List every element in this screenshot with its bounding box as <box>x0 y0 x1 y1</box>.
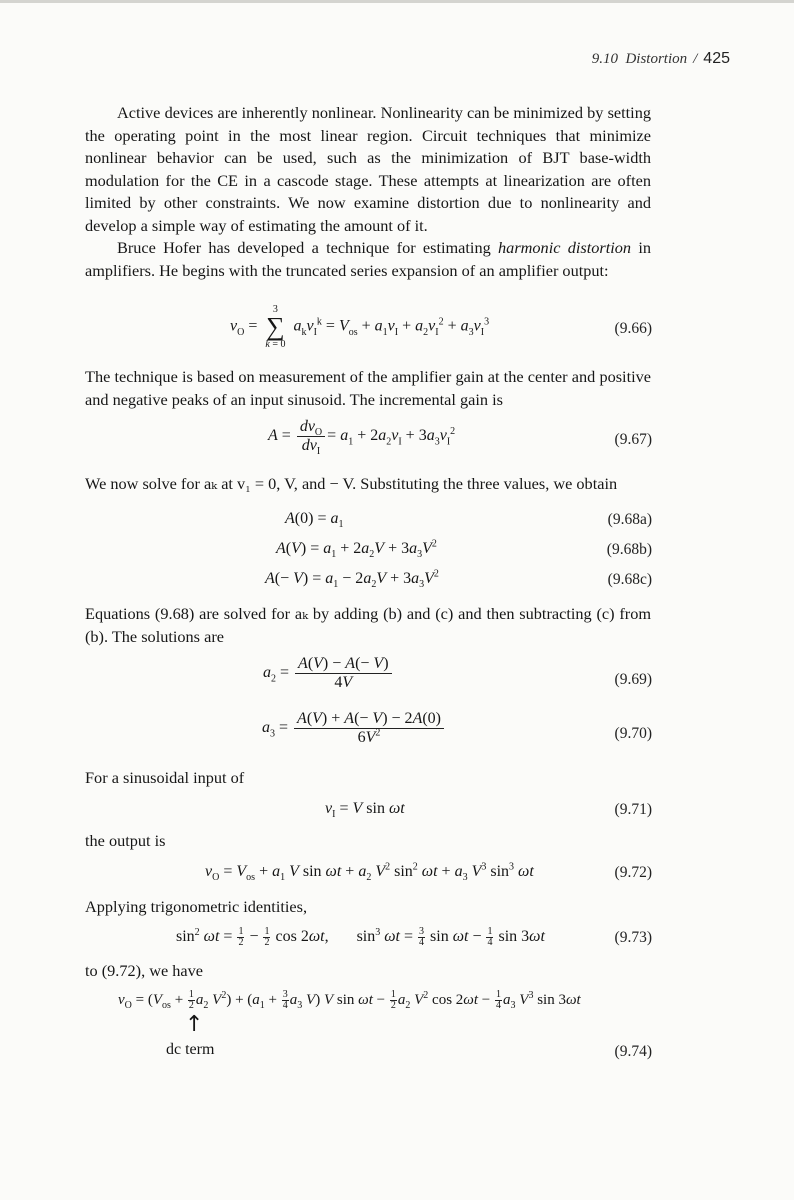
paragraph-output: the output is <box>85 831 166 850</box>
equation-9-70: $a_3$ = $\frac{A(V) + A(- V) - 2A(0)}{6V^2}$ <box>262 710 446 747</box>
paragraph-solutions: Equations (9.68) are solved for aₖ by adding (b) and (c) and then subtracting (c) from (b). The solutions are <box>85 604 651 646</box>
paragraph-trig-identities: Applying trigonometric identities, <box>85 897 308 916</box>
paragraph-intro <box>85 102 651 237</box>
paragraph-hofer <box>85 237 651 282</box>
paragraph-hofer-start: Bruce Hofer has developed a technique for estimating <box>117 238 499 257</box>
equation-9-74: $v_O = (V_{os}$ + $\frac{1}{2}$ $a_2$ $V^2) + (a_1$ + $\frac{3}{4}$ $a_3$ V) V sin ωt − $\frac{1}{2}$ $a_2$ $V^2$ cos 2ωt − $\frac{1}{4}$ $a_3$ $V^3$ sin 3ωt <box>118 989 581 1011</box>
equation-number-9-72: (9.72) <box>614 864 652 881</box>
page-number: 425 <box>703 50 730 67</box>
section-number: 9.10 <box>591 51 618 67</box>
equation-9-71: $v_I = V$ sin ωt <box>325 800 405 821</box>
section-title: Distortion <box>625 51 688 67</box>
running-header <box>520 50 730 68</box>
equation-number-9-73: (9.73) <box>614 929 652 946</box>
paragraph-hofer-emphasis: harmonic distortion <box>498 238 632 257</box>
equation-9-68c: $A(- V) = a_1 - 2a_2V + 3a_3V^2$ <box>265 568 439 591</box>
equation-number-9-70: (9.70) <box>614 725 652 742</box>
equation-9-67: A = $\frac{dv_O}{dv_I}$ = $a_1 + 2a_2v_I + 3a_3v_I^2$ <box>268 418 456 458</box>
page-top-border <box>0 0 794 3</box>
equation-number-9-71: (9.71) <box>614 801 652 818</box>
header-separator: / <box>693 51 698 67</box>
equation-9-73: $\sin^2 \omega t$ = $\frac{1}{2}$ − $\frac{1}{2}$ cos 2ωt, $\sin^3 \omega t$ = $\frac{3}{4}$ sin ωt − $\frac{1}{4}$ sin 3ωt <box>176 926 545 948</box>
equation-9-69: $a_2$ = $\frac{A(V) - A(- V)}{4V}$ <box>263 655 394 692</box>
equation-number-9-66: (9.66) <box>614 320 652 337</box>
dc-term-label: dc term <box>166 1041 215 1058</box>
equation-9-68b: $A(V) = a_1 + 2a_2V + 3a_3V^2$ <box>276 538 437 561</box>
equation-number-9-69: (9.69) <box>614 671 652 688</box>
equation-9-68a: $A(0) = a_1$ <box>285 510 344 531</box>
paragraph-substitution: to (9.72), we have <box>85 961 203 980</box>
equation-number-9-74: (9.74) <box>614 1043 652 1060</box>
equation-number-9-68b: (9.68b) <box>606 541 652 558</box>
up-arrow-icon: ↑ <box>185 1012 204 1037</box>
equation-9-72: $v_O = V_{os} + a_1$ V $\sin \omega t + a_2$ $V^2$ $\sin^2 \omega t + a_3$ $V^3$ $\sin^3 \omega t$ <box>205 861 534 884</box>
equation-9-66: $v_O = 3$ ∑ k = 0 $a_kv_I^k = V_{os} + a_1v_I + a_2v_I^2 + a_3v_I^3$ <box>230 304 490 350</box>
equation-number-9-67: (9.67) <box>614 431 652 448</box>
paragraph-hofer-end: in amplifiers. He begins with the truncated series expansion of an amplifier output: <box>85 238 651 280</box>
paragraph-gain-measurement: The technique is based on measurement of the amplifier gain at the center and positive and negative peaks of an input sinusoid. The incremental gain is <box>85 367 651 409</box>
equation-number-9-68c: (9.68c) <box>607 571 652 588</box>
paragraph-sinusoidal-input: For a sinusoidal input of <box>85 768 245 787</box>
paragraph-intro-text: Active devices are inherently nonlinear. Nonlinearity can be minimized by setting the operating point in the most linear region. Circuit techniques that minimize nonlinear behavior can be used, such as the minimization of BJT base-width modulation for the CE in a cascode stage. These attempts at linearization are often limited by other constraints. We now examine distortion due to nonlinearity and develop a simple way of estimating the amount of it. <box>85 103 651 235</box>
equation-number-9-68a: (9.68a) <box>607 511 652 528</box>
paragraph-solve-ak: We now solve for aₖ at v₁ = 0, V, and − V. Substituting the three values, we obtain <box>85 474 618 493</box>
